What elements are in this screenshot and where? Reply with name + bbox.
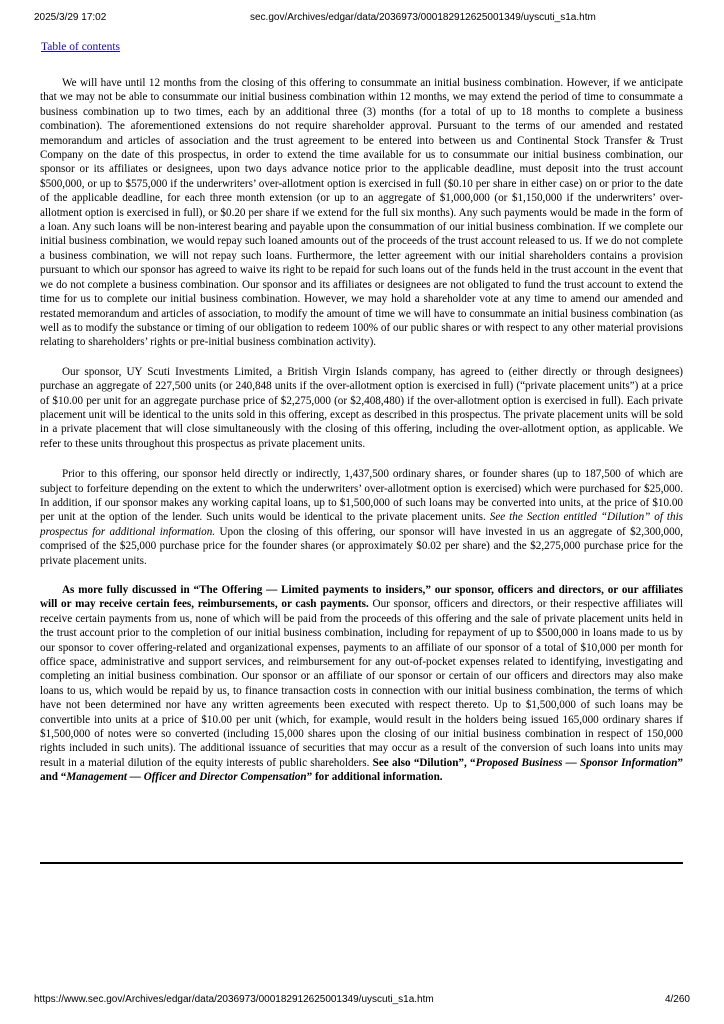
sponsor-information-reference: Proposed Business — Sponsor Information <box>475 756 678 769</box>
print-page-counter: 4/260 <box>664 994 690 1005</box>
browser-print-header <box>0 0 724 30</box>
document-body <box>40 76 683 800</box>
table-of-contents-link[interactable]: Table of contents <box>41 41 121 53</box>
founder-shares-text-continued: Upon the closing of this offering, our sponsor will have invested in us an aggregate of $2,300,000, comprised of the $25,000 purchase price for the founder shares (or approximately $0.02 per share) and the $2,275,000 purchase price for the private placement units. <box>40 525 683 567</box>
founder-shares-text: Prior to this offering, our sponsor held directly or indirectly, 1,437,500 ordinary shares, or founder shares (up to 187,500 of which are subject to forfeiture depending on the extent to which the underwriters’ over-allotment option is exercised) which were purchased for $25,000. In addition, if our sponsor makes any working capital loans, up to $1,500,000 of such loans may be converted into units, at the price of $10.00 per unit at the option of the lender. Such units would be identical to the private placement units. <box>40 468 683 524</box>
dilution-reference: See the Section entitled “Dilution” of this prospectus for additional information. <box>40 511 684 538</box>
paragraph-insider-payments <box>40 583 683 785</box>
paragraph-extension-terms: We will have until 12 months from the closing of this offering to consummate an initial business combination. However, if we anticipate that we may not be able to consummate our initial business combination within 12 months, we may extend the period of time to consummate a business combination up to two times, each by an additional three (3) months (for a total of up to 18 months to complete a business combination). The aforementioned extensions do not require shareholder approval. Pursuant to the terms of our amended and restated memorandum and articles of association and the trust agreement to be entered into between us and Continental Stock Transfer & Trust Company on the date of this prospectus, in order to extend the time available for us to consummate our initial business combination, our sponsor or its affiliates or designees, upon two days advance notice prior to the applicable deadline, must deposit into the trust account $500,000, or up to $575,000 if the underwriters’ over-allotment option is exercised in full ($0.10 per share in either case) on or prior to the date of the applicable deadline, for each three month extension (or up to an aggregate of $1,000,000 (or $1,150,000 if the underwriters’ over-allotment option is exercised in full), or $0.20 per share if we extend for the full six months). Any such payments would be made in the form of a loan. Any such loans will be non-interest bearing and payable upon the consummation of our initial business combination. If we complete our initial business combination, we would repay such loaned amounts out of the proceeds of the trust account released to us. If we do not complete a business combination, we will not repay such loans. Furthermore, the letter agreement with our initial shareholders contains a provision pursuant to which our sponsor has agreed to waive its right to be repaid for such loans out of the funds held in the trust account in the event that we do not complete a business combination. Our sponsor and its affiliates or designees are not obligated to fund the trust account to extend the time for us to complete our initial business combination. However, we may hold a shareholder vote at any time to amend our amended and restated memorandum and articles of association, to modify the amount of time we will have to consummate an initial business combination (as well as to modify the substance or timing of our obligation to redeem 100% of our public shares or with respect to any other material provisions relating to shareholders’ rights or pre-initial business combination activity). <box>40 77 683 349</box>
print-datetime: 2025/3/29 17:02 <box>34 12 107 23</box>
paragraph-founder-shares <box>40 467 683 568</box>
compensation-reference: Management — Officer and Director Compensation <box>66 771 307 784</box>
paragraph-private-placement: Our sponsor, UY Scuti Investments Limited, a British Virgin Islands company, has agreed to (either directly or through designees) purchase an aggregate of 227,500 units (or 240,848 units if the over-allotment option is exercised in full) (“private placement units”) at a price of $10.00 per unit for an aggregate purchase price of $2,275,000 (or $2,408,480) if the over-allotment option is exercised in full). Each private placement unit will be identical to the units sold in this offering, except as described in this prospectus. The private placement units will be sold in a private placement that will close simultaneously with the closing of this offering, including the over-allotment option, as applicable. We refer to these units throughout this prospectus as private placement units. <box>40 365 683 450</box>
see-also-text: See also “Dilution”, “Proposed Business — Sponsor Information” and “Management — Officer and Director Compensation” for additional information. <box>40 756 683 784</box>
print-footer-url: https://www.sec.gov/Archives/edgar/data/2036973/000182912625001349/uyscuti_s1a.htm <box>34 994 434 1005</box>
insider-payments-heading: As more fully discussed in “The Offering — Limited payments to insiders,” our sponsor, officers and directors, or our affiliates will or may receive certain fees, reimbursements, or cash payments. <box>40 584 683 611</box>
insider-payments-text: Our sponsor, officers and directors, or their respective affiliates will receive certain payments from us, none of which will be paid from the proceeds of this offering and the sale of private placement units held in the trust account prior to the completion of our initial business combination, including for repayment of up to $500,000 in loans made to us by our sponsor to cover offering-related and organizational expenses, payments to an affiliate of our sponsor of a total of $10,000 per month for office space, administrative and support services, and reimbursement for any out-of-pocket expenses related to identifying, investigating and completing an initial business combination. Our sponsor or an affiliate of our sponsor or certain of our officers and directors may also make loans to us, which would be repaid by us, to finance transaction costs in connection with our initial business combination, the terms of which have not been determined nor have any written agreements been executed with respect thereto. Up to $1,500,000 of such loans may be convertible into units at a price of $10.00 per unit (which, for example, would result in the holders being issued 165,000 ordinary shares if $1,500,000 of notes were so converted (including 15,000 shares upon the closing of our initial business combination in respect of 150,000 rights included in such units). The additional issuance of securities that may occur as a result of the conversion of such loans into units may result in a material dilution of the equity interests of public shareholders. <box>40 598 683 769</box>
page-divider <box>40 862 683 864</box>
print-page-title-url: sec.gov/Archives/edgar/data/2036973/000182912625001349/uyscuti_s1a.htm <box>250 12 596 23</box>
